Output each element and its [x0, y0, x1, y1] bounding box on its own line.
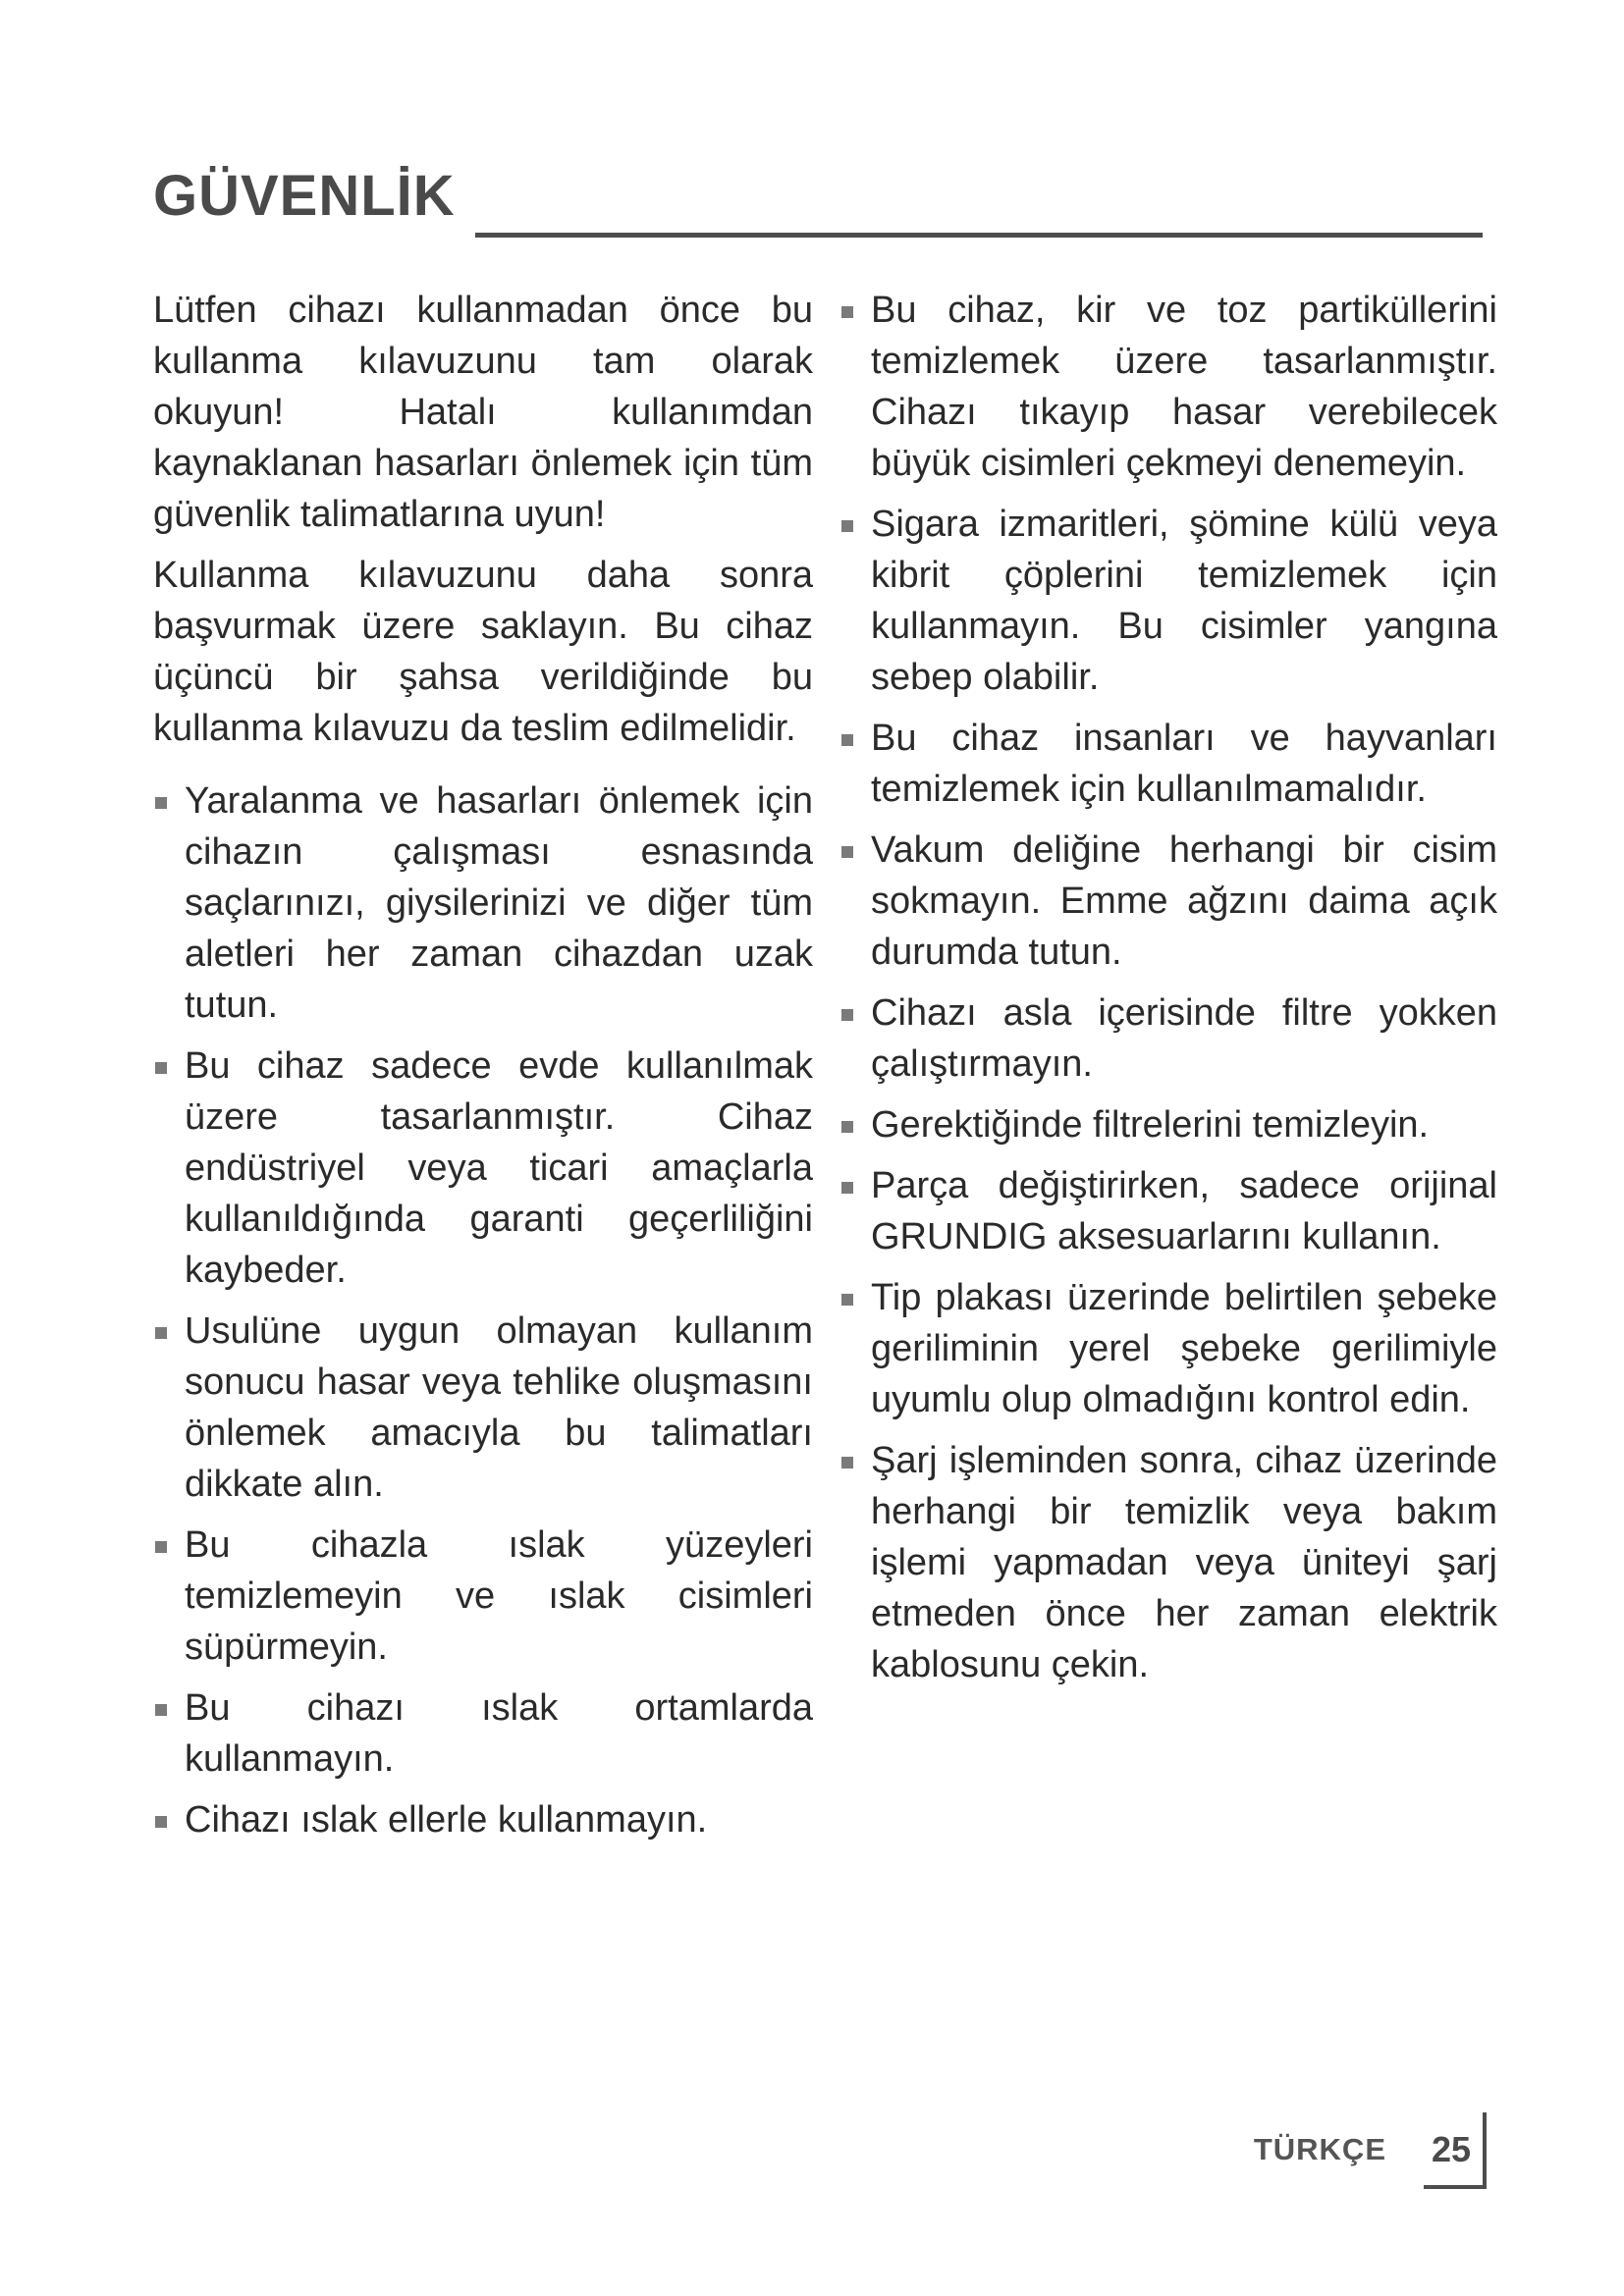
language-label: TÜRKÇE: [1253, 2132, 1386, 2166]
list-item: [839, 988, 1497, 1090]
footer-horizontal-rule: [1424, 2185, 1487, 2189]
list-item-text: Bu cihaz, kir ve toz partiküllerini temizlemek üzere tasarlanmıştır. Cihazı tıkayıp hasar verebilecek büyük cisimleri çekmeyi denemeyin.: [871, 290, 1497, 484]
left-bullet-list: [153, 775, 813, 1845]
square-bullet-icon: [841, 1294, 853, 1306]
square-bullet-icon: [841, 520, 853, 532]
list-item: [839, 825, 1497, 978]
list-item-text: Vakum deliğine herhangi bir cisim sokmayın. Emme ağzını daima açık durumda tutun.: [871, 829, 1497, 973]
square-bullet-icon: [155, 1816, 167, 1828]
square-bullet-icon: [841, 1182, 853, 1194]
list-item: [153, 1520, 813, 1673]
list-item: [839, 1160, 1497, 1262]
list-item-text: Parça değiştirirken, sadece orijinal GRUNDIG aksesuarlarını kullanın.: [871, 1165, 1497, 1257]
list-item: [153, 775, 813, 1031]
list-item: [839, 1272, 1497, 1425]
list-item: [839, 1435, 1497, 1690]
square-bullet-icon: [155, 1704, 167, 1716]
list-item-text: Bu cihazı ıslak ortamlarda kullanmayın.: [185, 1687, 813, 1780]
list-item: [839, 1099, 1497, 1150]
list-item: [153, 1794, 813, 1845]
square-bullet-icon: [841, 1121, 853, 1133]
square-bullet-icon: [155, 1327, 167, 1339]
list-item-text: Gerektiğinde filtrelerini temizleyin.: [871, 1104, 1430, 1146]
square-bullet-icon: [841, 1457, 853, 1468]
list-item-text: Tip plakası üzerinde belirtilen şebeke geriliminin yerel şebeke gerilimiyle uyumlu olup olmadığını kontrol edin.: [871, 1277, 1497, 1420]
section-header: [153, 162, 1483, 240]
square-bullet-icon: [155, 1541, 167, 1553]
square-bullet-icon: [155, 1062, 167, 1074]
list-item: [839, 285, 1497, 489]
right-bullet-list: [839, 285, 1497, 1690]
list-item: [153, 1306, 813, 1510]
list-item-text: Sigara izmaritleri, şömine külü veya kibrit çöplerini temizlemek için kullanmayın. Bu cisimler yangına sebep olabilir.: [871, 504, 1497, 698]
left-column: [153, 285, 813, 1855]
list-item-text: Bu cihaz sadece evde kullanılmak üzere tasarlanmıştır. Cihaz endüstriyel veya ticari amaçlarla kullanıldığında garanti geçerliliğini kaybeder.: [185, 1045, 813, 1291]
storage-paragraph: Kullanma kılavuzunu daha sonra başvurmak üzere saklayın. Bu cihaz üçüncü bir şahsa verildiğinde bu kullanma kılavuzu da teslim edilmelidir.: [153, 555, 813, 749]
list-item: [153, 1041, 813, 1296]
list-item: [153, 1682, 813, 1785]
footer-vertical-rule: [1483, 2112, 1487, 2189]
square-bullet-icon: [841, 846, 853, 858]
list-item-text: Yaralanma ve hasarları önlemek için cihazın çalışması esnasında saçlarınızı, giysilerinizi ve diğer tüm aletleri her zaman cihazdan uzak tutun.: [185, 780, 813, 1026]
square-bullet-icon: [841, 734, 853, 746]
square-bullet-icon: [155, 797, 167, 809]
page-title: GÜVENLİK: [153, 164, 456, 228]
list-item-text: Usulüne uygun olmayan kullanım sonucu hasar veya tehlike oluşmasını önlemek amacıyla bu talimatları dikkate alın.: [185, 1310, 813, 1505]
list-item-text: Cihazı ıslak ellerle kullanmayın.: [185, 1799, 708, 1841]
square-bullet-icon: [841, 1009, 853, 1021]
list-item-text: Bu cihazla ıslak yüzeyleri temizlemeyin ve ıslak cisimleri süpürmeyin.: [185, 1524, 813, 1668]
title-underline: [475, 233, 1483, 238]
square-bullet-icon: [841, 306, 853, 318]
intro-paragraph: Lütfen cihazı kullanmadan önce bu kullanma kılavuzunu tam olarak okuyun! Hatalı kullanımdan kaynaklanan hasarları önlemek için tüm güvenlik talimatlarına uyun!: [153, 290, 813, 535]
right-column: [839, 285, 1497, 1700]
page-number: 25: [1431, 2129, 1471, 2169]
list-item-text: Cihazı asla içerisinde filtre yokken çalıştırmayın.: [871, 992, 1497, 1085]
list-item-text: Bu cihaz insanları ve hayvanları temizlemek için kullanılmamalıdır.: [871, 718, 1497, 810]
list-item: [839, 499, 1497, 703]
list-item-text: Şarj işleminden sonra, cihaz üzerinde herhangi bir temizlik veya bakım işlemi yapmadan veya üniteyi şarj etmeden önce her zaman elektrik kablosunu çekin.: [871, 1440, 1497, 1685]
list-item: [839, 713, 1497, 815]
